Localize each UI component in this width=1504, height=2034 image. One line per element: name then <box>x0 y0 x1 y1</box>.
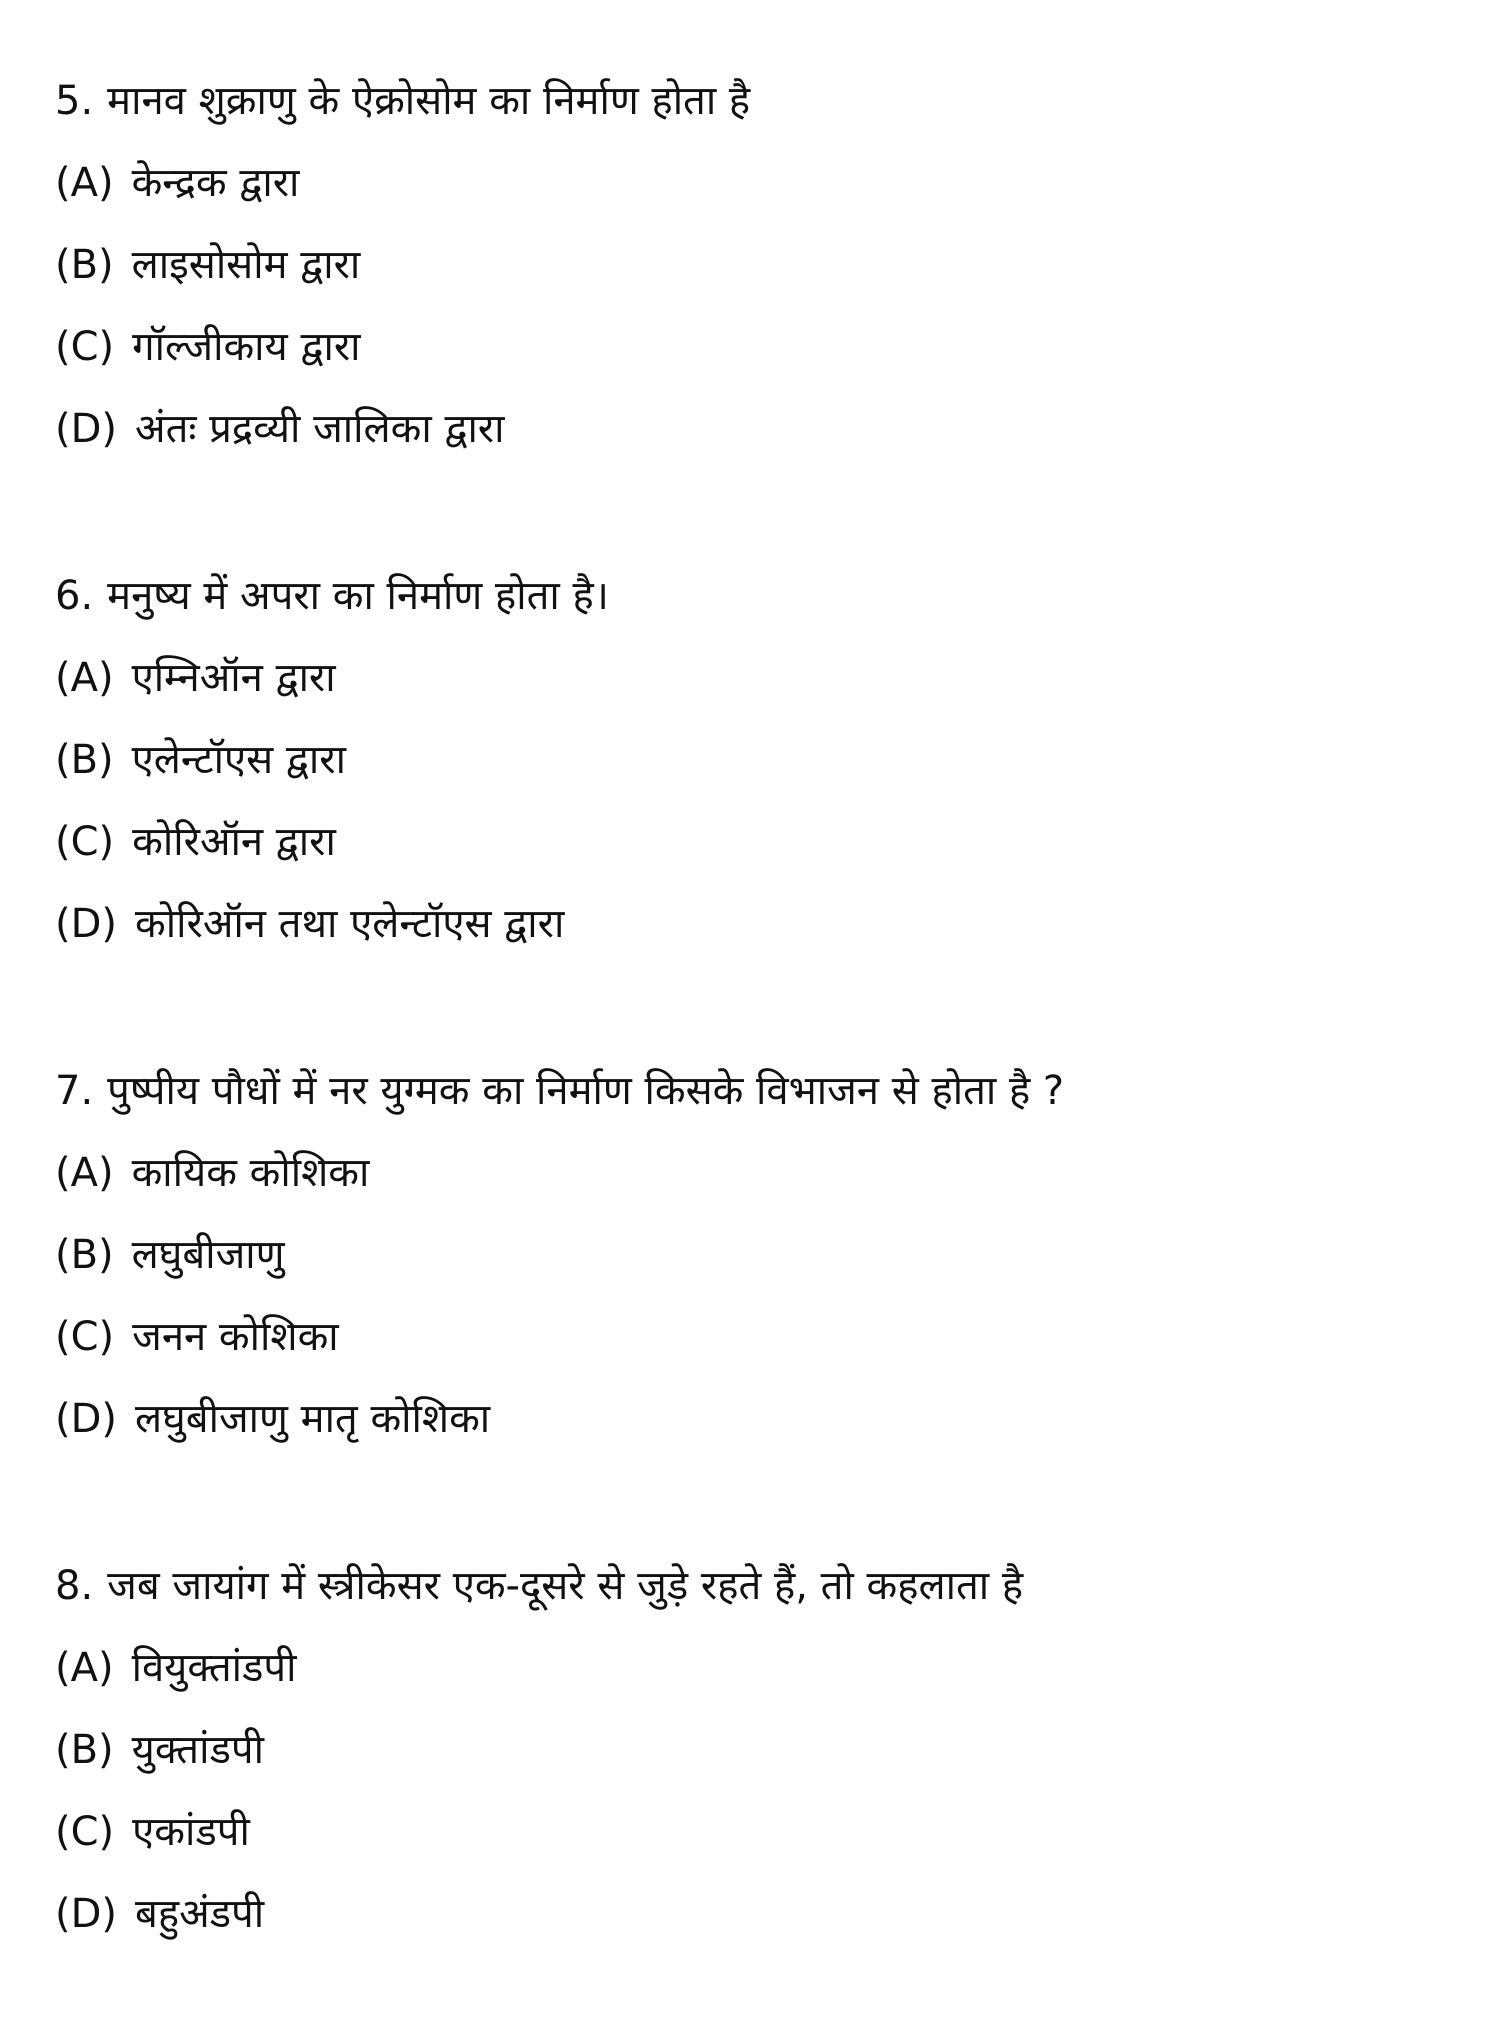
question-5 <box>55 60 1455 470</box>
option-d <box>55 1378 1455 1460</box>
option-label: (C) <box>55 1314 115 1360</box>
option-a <box>55 142 1455 224</box>
option-label: (A) <box>55 1645 114 1691</box>
question-7 <box>55 1050 1455 1460</box>
option-c <box>55 306 1455 388</box>
question-text: जब जायांग में स्त्रीकेसर एक-दूसरे से जुड़े रहते हैं, तो कहलाता है <box>107 1563 1024 1609</box>
question-number: 8. <box>55 1563 94 1609</box>
question-number: 6. <box>55 573 94 619</box>
option-label: (C) <box>55 819 115 865</box>
option-label: (D) <box>55 1891 118 1937</box>
option-text: लघुबीजाणु मातृ कोशिका <box>135 1396 491 1442</box>
option-label: (A) <box>55 655 114 701</box>
option-c <box>55 1791 1455 1873</box>
option-c <box>55 1296 1455 1378</box>
option-text: जनन कोशिका <box>132 1314 339 1360</box>
question-text-line <box>55 1050 1455 1132</box>
option-b <box>55 1709 1455 1791</box>
option-text: अंतः प्रद्रव्यी जालिका द्वारा <box>135 406 505 452</box>
option-text: बहुअंडपी <box>135 1891 265 1937</box>
question-text: मानव शुक्राणु के ऐक्रोसोम का निर्माण होता है <box>107 78 751 124</box>
option-text: लघुबीजाणु <box>131 1232 285 1278</box>
option-a <box>55 1132 1455 1214</box>
option-b <box>55 224 1455 306</box>
option-d <box>55 1873 1455 1955</box>
option-text: एकांडपी <box>132 1809 250 1855</box>
option-text: वियुक्तांडपी <box>131 1645 297 1691</box>
option-text: कोरिऑन द्वारा <box>132 819 336 865</box>
option-label: (B) <box>55 1727 114 1773</box>
option-a <box>55 1627 1455 1709</box>
question-text-line <box>55 60 1455 142</box>
option-b <box>55 719 1455 801</box>
question-text-line <box>55 555 1455 637</box>
question-text: मनुष्य में अपरा का निर्माण होता है। <box>107 573 609 619</box>
option-text: युक्तांडपी <box>131 1727 264 1773</box>
option-b <box>55 1214 1455 1296</box>
option-text: कायिक कोशिका <box>131 1150 370 1196</box>
option-text: एम्निऑन द्वारा <box>131 655 336 701</box>
option-d <box>55 883 1455 965</box>
option-label: (C) <box>55 324 115 370</box>
option-text: कोरिऑन तथा एलेन्टॉएस द्वारा <box>135 901 565 947</box>
option-text: एलेन्टॉएस द्वारा <box>131 737 346 783</box>
option-text: केन्द्रक द्वारा <box>131 160 300 206</box>
question-8 <box>55 1545 1455 1955</box>
option-a <box>55 637 1455 719</box>
question-number: 5. <box>55 78 94 124</box>
option-c <box>55 801 1455 883</box>
option-label: (B) <box>55 1232 114 1278</box>
option-text: गॉल्जीकाय द्वारा <box>132 324 361 370</box>
option-label: (D) <box>55 1396 118 1442</box>
option-d <box>55 388 1455 470</box>
option-label: (C) <box>55 1809 115 1855</box>
question-text-line <box>55 1545 1455 1627</box>
option-label: (A) <box>55 1150 114 1196</box>
option-text: लाइसोसोम द्वारा <box>131 242 361 288</box>
question-number: 7. <box>55 1068 94 1114</box>
option-label: (B) <box>55 242 114 288</box>
question-text: पुष्पीय पौधों में नर युग्मक का निर्माण किसके विभाजन से होता है ? <box>107 1068 1065 1114</box>
option-label: (D) <box>55 406 118 452</box>
question-6 <box>55 555 1455 965</box>
option-label: (D) <box>55 901 118 947</box>
option-label: (B) <box>55 737 114 783</box>
option-label: (A) <box>55 160 114 206</box>
